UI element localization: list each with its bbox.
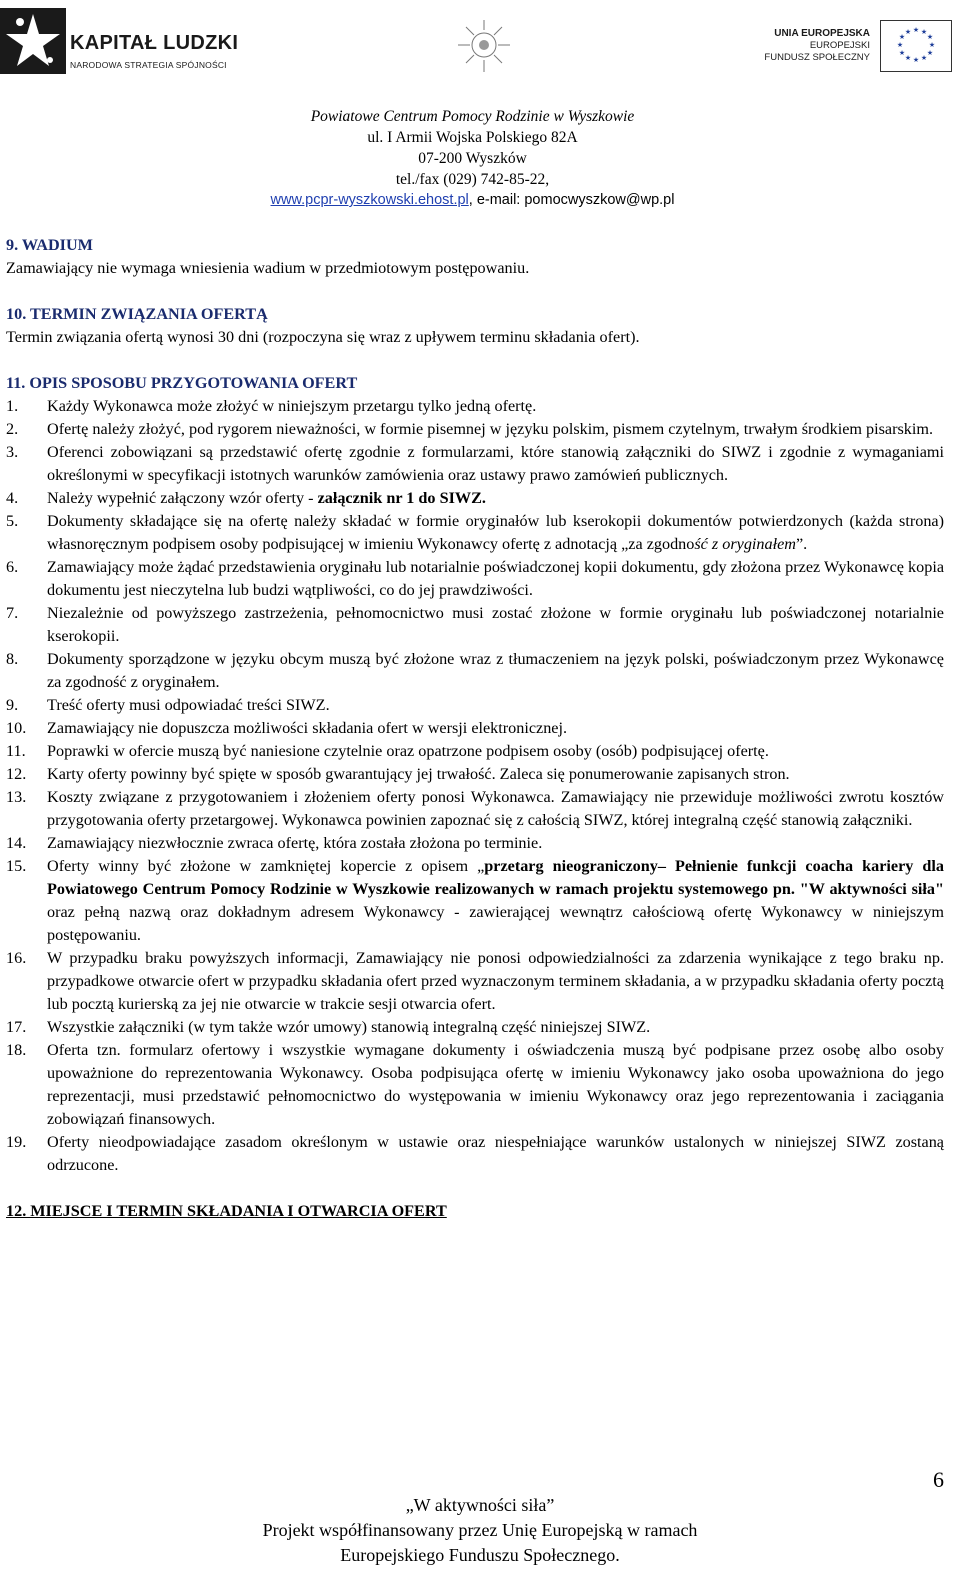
phone-fax: tel./fax (029) 742-85-22, <box>395 171 550 188</box>
section-11-list <box>6 395 944 1177</box>
svg-text:★: ★ <box>926 33 934 41</box>
page-footer <box>0 1493 960 1568</box>
address-block <box>0 106 945 211</box>
eu-line-1: UNIA EUROPEJSKA <box>774 28 870 39</box>
svg-text:★: ★ <box>920 54 928 62</box>
list-item: 18. Oferta tzn. formularz ofertowy i wszystkie wymagane dokumenty i oświadczenia muszą być podpisane przez osobę albo osoby upoważnione do reprezentowania Wykonawcy. Osoba podpisująca ofertę w imieniu Wykonawcy jako osoba upoważniona do jego reprezentacji, musi przedstawić pełnomocnictwo do występowania w imieniu Wykonawcy oraz jego reprezentowania i zaciągania zobowiązań finansowych. <box>6 1041 944 1128</box>
svg-text:★: ★ <box>920 28 928 36</box>
list-item: 17. Wszystkie załączniki (w tym także wzór umowy) stanowią integralną część niniejszej SIWZ. <box>6 1018 651 1036</box>
city-postal: 07-200 Wyszków <box>418 150 527 167</box>
footer-project-name: „W aktywności siła” <box>405 1495 555 1515</box>
eu-line-3: FUNDUSZ SPOŁECZNY <box>764 52 870 63</box>
svg-text:★: ★ <box>912 26 920 34</box>
kapital-ludzki-logo <box>0 8 270 74</box>
svg-text:★: ★ <box>896 41 904 49</box>
section-12-heading: 12. MIEJSCE I TERMIN SKŁADANIA I OTWARCIA OFERT <box>6 1202 447 1220</box>
website-link[interactable]: www.pcpr-wyszkowski.ehost.pl <box>270 192 469 208</box>
list-item: 12. Karty oferty powinny być spięte w sposób gwarantujący jej trwałość. Zaleca się ponumerowanie zapisanych stron. <box>6 765 790 783</box>
section-11-heading: 11. OPIS SPOSOBU PRZYGOTOWANIA OFERT <box>6 374 358 392</box>
document-body <box>6 234 944 1223</box>
svg-text:★: ★ <box>912 56 920 64</box>
list-item: 1. Każdy Wykonawca może złożyć w niniejszym przetargu tylko jedną ofertę. <box>6 397 537 415</box>
list-item: 13. Koszty związane z przygotowaniem i złożeniem oferty ponosi Wykonawca. Zamawiający nie przewiduje możliwości zwrotu kosztów przygotowania oferty przetargowej. Wykonawca powinien zapoznać się z całością SIWZ, której integralną część stanowią załączniki. <box>6 788 944 829</box>
list-item: 6. Zamawiający może żądać przedstawienia oryginału lub notarialnie poświadczonej kopii dokumentu, gdy złożona przez Wykonawcę kopia dokumentu jest nieczytelna lub budzi wątpliwości, co do jej prawdziwości. <box>6 558 944 599</box>
svg-text:★: ★ <box>904 54 912 62</box>
list-item: 19. Oferty nieodpowiadające zasadom określonym w ustawie oraz niespełniające warunków ustalonych w niniejszej SIWZ zostaną odrzucone. <box>6 1133 944 1174</box>
section-10-text: Termin związania ofertą wynosi 30 dni (rozpoczyna się wraz z upływem terminu składania ofert). <box>6 328 640 346</box>
list-item: 5. Dokumenty składające się na ofertę należy składać w formie oryginałów lub kserokopii dokumentów potwierdzonych (każda strona) własnoręcznym podpisem osoby podpisującej w imieniu Wykonawcy ofertę z adnotacją „za zgodność z oryginałem”. <box>6 512 944 553</box>
star-emblem-icon <box>0 8 66 74</box>
footer-fund-line: Europejskiego Funduszu Społecznego. <box>340 1545 620 1565</box>
kapital-ludzki-title: KAPITAŁ LUDZKI <box>70 32 239 54</box>
list-item: 2. Ofertę należy złożyć, pod rygorem nieważności, w formie pisemnej w języku polskim, pismem czytelnym, trwałym środkiem pisarskim. <box>6 420 934 438</box>
street-address: ul. I Armii Wojska Polskiego 82A <box>367 129 578 146</box>
svg-text:★: ★ <box>904 28 912 36</box>
svg-text:★: ★ <box>926 49 934 57</box>
svg-text:★: ★ <box>898 49 906 57</box>
section-10-heading: 10. TERMIN ZWIĄZANIA OFERTĄ <box>6 305 268 323</box>
page-number: 6 <box>933 1467 944 1492</box>
list-item: 11. Poprawki w ofercie muszą być naniesione czytelnie oraz opatrzone podpisem osoby (osób) podpisującej ofertę. <box>6 742 769 760</box>
footer-cofinanced-line: Projekt współfinansowany przez Unię Europejską w ramach <box>262 1520 698 1540</box>
list-item: 4. Należy wypełnić załączony wzór oferty - załącznik nr 1 do SIWZ. <box>6 489 486 507</box>
list-item: 15. Oferty winny być złożone w zamkniętej kopercie z opisem „przetarg nieograniczony– Pełnienie funkcji coacha kariery dla Powiatowego Centrum Pomocy Rodzinie w Wyszkowie realizowanych w ramach projektu systemowego pn. "W aktywności siła" oraz pełną nazwą oraz dokładnym adresem Wykonawcy - zawierającej wewnątrz całościową ofertę Wykonawcy w niniejszym postępowaniu. <box>6 857 944 944</box>
list-item: 3. Oferenci zobowiązani są przedstawić ofertę zgodnie z formularzami, które stanowią załączniki do SIWZ i zgodnie z wymaganiami określonymi w specyfikacji istotnych warunków zamówienia oraz ustawy prawo zamówień publicznych. <box>6 443 944 484</box>
section-9-heading: 9. WADIUM <box>6 236 93 254</box>
w-aktywnosci-sila-logo-icon <box>452 18 516 76</box>
svg-text:★: ★ <box>928 41 936 49</box>
list-item: 8. Dokumenty sporządzone w języku obcym muszą być złożone wraz z tłumaczeniem na język polski, poświadczonym przez Wykonawcę za zgodność z oryginałem. <box>6 650 944 691</box>
eu-logo-text <box>764 28 870 64</box>
eu-flag-icon <box>880 20 952 72</box>
institution-name: Powiatowe Centrum Pomocy Rodzinie w Wyszkowie <box>310 108 635 125</box>
list-item: 14. Zamawiający niezwłocznie zwraca ofertę, która została złożona po terminie. <box>6 834 543 852</box>
kapital-ludzki-subtitle: NARODOWA STRATEGIA SPÓJNOŚCI <box>70 60 227 70</box>
section-9-text: Zamawiający nie wymaga wniesienia wadium w przedmiotowym postępowaniu. <box>6 259 530 277</box>
list-item: 7. Niezależnie od powyższego zastrzeżenia, pełnomocnictwo musi zostać złożone w formie oryginału lub poświadczonej notarialnie kserokopii. <box>6 604 944 645</box>
list-item: 16. W przypadku braku powyższych informacji, Zamawiający nie ponosi odpowiedzialności za zdarzenia wynikające z tego braku np. przypadkowe otwarcie ofert w przypadku składania ofert przed wyznaczonym terminem składania, a w przypadku składania oferty pocztą lub pocztą kurierską za jej nie otwarcie w trakcie sesji otwarcia ofert. <box>6 949 944 1013</box>
eu-logo <box>734 20 952 74</box>
eu-line-2: EUROPEJSKI <box>809 40 870 51</box>
web-email-line <box>0 190 945 211</box>
list-item: 10. Zamawiający nie dopuszcza możliwości składania ofert w wersji elektronicznej. <box>6 719 568 737</box>
svg-text:★: ★ <box>898 33 906 41</box>
email-text: , e-mail: pomocwyszkow@wp.pl <box>468 192 675 208</box>
list-item: 9. Treść oferty musi odpowiadać treści SIWZ. <box>6 696 330 714</box>
